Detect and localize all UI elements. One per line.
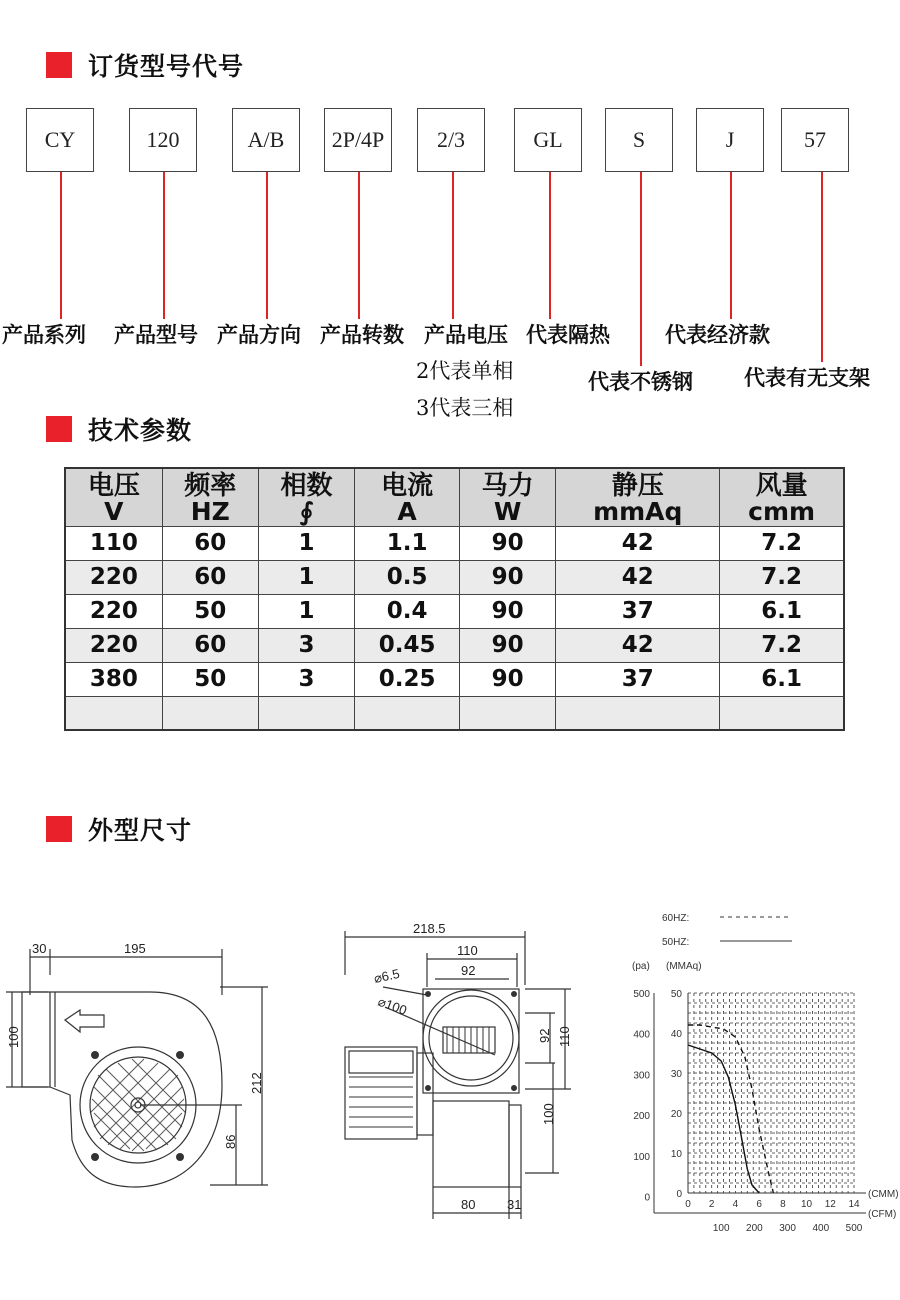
y-left-unit: (pa) xyxy=(632,961,650,972)
cmm-tick-label: 10 xyxy=(801,1199,813,1210)
table-cell xyxy=(65,696,162,730)
section-title: 外型尺寸 xyxy=(88,816,193,845)
table-cell: 90 xyxy=(460,526,556,560)
dim-218-5: 218.5 xyxy=(413,921,446,936)
code-label-1: 产品型号 xyxy=(114,322,198,347)
performance-chart xyxy=(620,905,900,1235)
table-cell: 6.1 xyxy=(720,662,844,696)
table-cell: 50 xyxy=(162,594,258,628)
table-cell: 7.2 xyxy=(720,628,844,662)
header-label: 静压 xyxy=(611,471,664,501)
x-bottom-unit: (CFM) xyxy=(868,1209,897,1220)
dim-80: 80 xyxy=(461,1197,476,1212)
cmm-tick-label: 6 xyxy=(756,1199,762,1210)
table-cell: 0.5 xyxy=(355,560,460,594)
table-cell: 0.45 xyxy=(355,628,460,662)
red-square-icon xyxy=(46,52,72,78)
side-view-drawing xyxy=(0,935,280,1225)
code-label-2: 产品方向 xyxy=(217,322,301,347)
table-header-cell xyxy=(720,468,844,526)
code-connector-line xyxy=(821,172,823,362)
y-right-unit: (MMAq) xyxy=(666,961,702,972)
code-label-4: 产品电压 xyxy=(424,322,508,347)
table-row xyxy=(65,696,844,730)
header-label: 电流 xyxy=(381,471,434,501)
table-cell: 50 xyxy=(162,662,258,696)
table-cell: 90 xyxy=(460,628,556,662)
code-box-4: 2/3 xyxy=(417,108,485,172)
dim-212: 212 xyxy=(249,1072,264,1094)
code-connector-line xyxy=(60,172,62,319)
red-square-icon xyxy=(46,816,72,842)
table-cell xyxy=(162,696,258,730)
pa-tick-label: 200 xyxy=(633,1111,650,1123)
table-cell: 1 xyxy=(258,594,354,628)
table-row xyxy=(65,628,844,662)
header-unit: W xyxy=(493,497,522,526)
table-cell: 0.4 xyxy=(355,594,460,628)
table-cell: 3 xyxy=(258,628,354,662)
table-cell: 42 xyxy=(556,526,720,560)
code-label-6: 代表不锈钢 xyxy=(588,369,693,394)
header-unit: V xyxy=(104,497,124,526)
dim-86: 86 xyxy=(223,1134,238,1149)
code-box-7: J xyxy=(696,108,764,172)
table-header-cell xyxy=(162,468,258,526)
table-cell: 1.1 xyxy=(355,526,460,560)
pa-tick-label: 500 xyxy=(633,989,650,1000)
header-label: 马力 xyxy=(481,471,534,501)
cfm-tick-label: 300 xyxy=(779,1223,796,1234)
code-box-0: CY xyxy=(26,108,94,172)
header-unit: ∮ xyxy=(299,497,314,526)
pa-tick-label: 100 xyxy=(633,1151,650,1163)
table-cell: 37 xyxy=(556,594,720,628)
table-header-cell xyxy=(460,468,556,526)
code-box-1: 120 xyxy=(129,108,197,172)
cmm-tick-label: 12 xyxy=(824,1199,836,1210)
code-box-2: A/B xyxy=(232,108,300,172)
code-label-3: 产品转数 xyxy=(320,322,404,347)
cfm-tick-label: 400 xyxy=(812,1223,830,1234)
section-header-params xyxy=(46,411,192,447)
table-header-cell xyxy=(258,468,354,526)
header-unit: cmm xyxy=(748,497,816,526)
table-cell: 0.25 xyxy=(355,662,460,696)
code-connector-line xyxy=(266,172,268,319)
header-label: 相数 xyxy=(280,471,333,501)
table-cell xyxy=(556,696,720,730)
table-cell: 3 xyxy=(258,662,354,696)
cfm-tick-label: 200 xyxy=(746,1223,763,1234)
table-row xyxy=(65,594,844,628)
cfm-tick-label: 500 xyxy=(845,1223,863,1234)
table-cell: 90 xyxy=(460,662,556,696)
mmaq-tick-label: 20 xyxy=(670,1109,682,1120)
section-title: 订货型号代号 xyxy=(88,52,245,81)
table-cell: 90 xyxy=(460,560,556,594)
spec-table xyxy=(64,467,845,731)
table-cell: 6.1 xyxy=(720,594,844,628)
code-label-8: 代表有无支架 xyxy=(744,365,870,390)
code-label-5: 代表隔热 xyxy=(526,322,610,347)
code-connector-line xyxy=(730,172,732,319)
header-unit: HZ xyxy=(190,497,230,526)
table-cell: 42 xyxy=(556,628,720,662)
code-label-0: 产品系列 xyxy=(2,322,86,347)
code-box-6: S xyxy=(605,108,673,172)
header-unit: A xyxy=(397,497,417,526)
table-cell: 1 xyxy=(258,526,354,560)
dim-195: 195 xyxy=(124,941,146,956)
pa-tick-label: 0 xyxy=(644,1192,650,1204)
table-cell: 37 xyxy=(556,662,720,696)
mmaq-tick-label: 50 xyxy=(670,989,682,1000)
table-cell: 42 xyxy=(556,560,720,594)
code-box-5: GL xyxy=(514,108,582,172)
header-label: 风量 xyxy=(755,471,808,501)
front-view-drawing xyxy=(335,915,585,1225)
code-box-3: 2P/4P xyxy=(324,108,392,172)
cmm-tick-label: 14 xyxy=(848,1199,860,1210)
pa-tick-label: 400 xyxy=(633,1029,650,1041)
mmaq-tick-label: 10 xyxy=(670,1149,682,1160)
code-connector-line xyxy=(549,172,551,319)
dim-phi-6-5: ⌀6.5 xyxy=(372,965,401,986)
section-header-ordering xyxy=(46,47,244,83)
series-curve-0 xyxy=(688,1025,773,1193)
table-cell: 60 xyxy=(162,628,258,662)
legend-label: 60HZ: xyxy=(662,913,690,924)
code-connector-line xyxy=(452,172,454,319)
header-label: 电压 xyxy=(87,471,140,501)
header-unit: mmAq xyxy=(593,497,683,526)
table-header-cell xyxy=(65,468,162,526)
dim-110-top: 110 xyxy=(457,943,478,958)
table-row xyxy=(65,662,844,696)
table-header-cell xyxy=(556,468,720,526)
dim-phi-100: ⌀100 xyxy=(375,993,409,1018)
table-cell: 60 xyxy=(162,526,258,560)
table-row xyxy=(65,560,844,594)
table-header-cell xyxy=(355,468,460,526)
table-cell xyxy=(355,696,460,730)
dim-92-right: 92 xyxy=(537,1028,552,1043)
table-cell: 110 xyxy=(65,526,162,560)
section-header-dims xyxy=(46,811,192,847)
table-cell: 220 xyxy=(65,560,162,594)
pa-tick-label: 300 xyxy=(633,1070,650,1082)
header-label: 频率 xyxy=(184,471,237,501)
dim-30: 30 xyxy=(32,941,47,956)
table-cell: 220 xyxy=(65,628,162,662)
table-cell: 7.2 xyxy=(720,526,844,560)
code-box-8: 57 xyxy=(781,108,849,172)
cmm-tick-label: 0 xyxy=(685,1199,691,1210)
dim-100: 100 xyxy=(6,1026,21,1048)
table-row xyxy=(65,526,844,560)
voltage-note-1: 3代表三相 xyxy=(416,396,514,420)
table-cell xyxy=(720,696,844,730)
dim-92-top: 92 xyxy=(461,963,476,978)
mmaq-tick-label: 30 xyxy=(670,1069,682,1080)
mmaq-tick-label: 40 xyxy=(670,1029,682,1040)
legend-label: 50HZ: xyxy=(662,937,690,948)
table-cell: 220 xyxy=(65,594,162,628)
table-cell: 1 xyxy=(258,560,354,594)
cmm-tick-label: 8 xyxy=(780,1199,786,1210)
code-connector-line xyxy=(640,172,642,366)
code-connector-line xyxy=(163,172,165,319)
code-label-7: 代表经济款 xyxy=(665,322,770,347)
dim-110-right: 110 xyxy=(557,1026,572,1047)
table-cell: 90 xyxy=(460,594,556,628)
x-top-unit: (CMM) xyxy=(868,1189,899,1200)
cmm-tick-label: 4 xyxy=(732,1199,739,1210)
mmaq-tick-label: 0 xyxy=(676,1189,682,1200)
cmm-tick-label: 2 xyxy=(708,1199,715,1210)
red-square-icon xyxy=(46,416,72,442)
table-cell: 60 xyxy=(162,560,258,594)
table-cell: 380 xyxy=(65,662,162,696)
table-cell xyxy=(258,696,354,730)
table-cell: 7.2 xyxy=(720,560,844,594)
section-title: 技术参数 xyxy=(88,416,193,445)
voltage-note-0: 2代表单相 xyxy=(416,359,514,383)
code-connector-line xyxy=(358,172,360,319)
dim-100-right: 100 xyxy=(541,1103,556,1125)
table-cell xyxy=(460,696,556,730)
dim-31: 31 xyxy=(507,1197,522,1212)
cfm-tick-label: 100 xyxy=(712,1223,730,1234)
